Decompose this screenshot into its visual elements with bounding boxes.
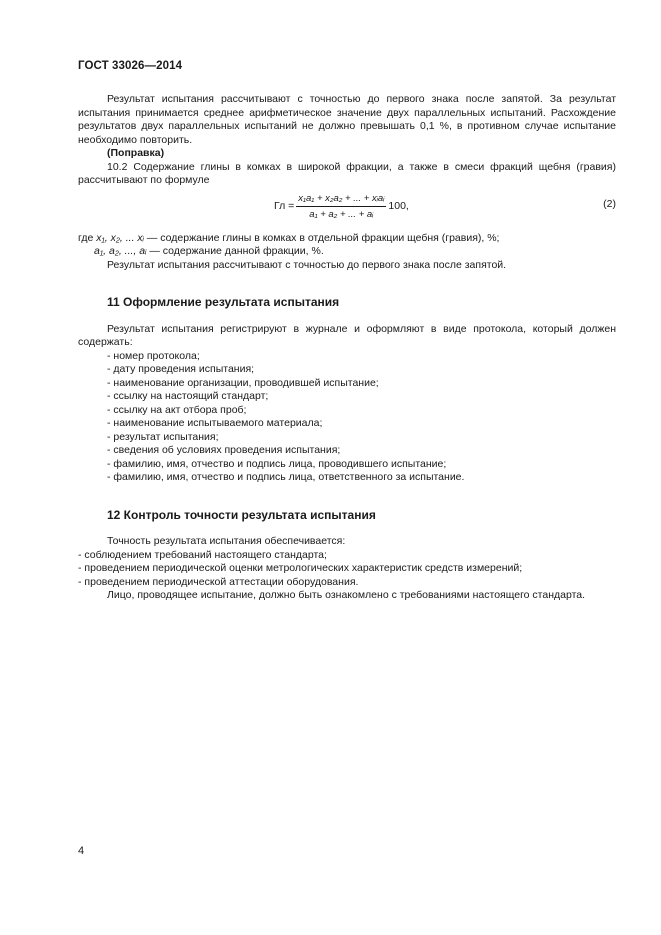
where-label: где bbox=[78, 231, 94, 244]
result-paragraph: Результат испытания рассчитывают с точностью до первого знака после запятой. За результат испытания принимается среднее арифметическое значение двух параллельных испытаний. Расхождение результатов двух параллельных испытаний не должно превышать 0,1 %, в противном случае испытание необходимо повторить. bbox=[78, 93, 616, 146]
section-11-title: 11 Оформление результата испытания bbox=[107, 295, 340, 309]
formula bbox=[274, 192, 409, 222]
formula-multiplier: 100, bbox=[388, 199, 409, 212]
section-12-title: 12 Контроль точности результата испытания bbox=[107, 507, 376, 522]
list-item: - сведения об условиях проведения испытания; bbox=[107, 444, 341, 456]
list-item: - дату проведения испытания; bbox=[107, 363, 255, 375]
list-item: - ссылку на настоящий стандарт; bbox=[107, 390, 269, 402]
where-line-2 bbox=[78, 245, 616, 259]
list-item: - наименование испытываемого материала; bbox=[107, 417, 323, 429]
where-vars-x: x₁, x₂, ... xᵢ bbox=[96, 231, 144, 244]
where-line-1 bbox=[78, 232, 616, 246]
where-desc-x: — содержание глины в комках в отдельной фракции щебня (гравия), %; bbox=[146, 231, 500, 244]
formula-block bbox=[78, 192, 616, 226]
standard-header: ГОСТ 33026—2014 bbox=[78, 60, 183, 72]
section-11-intro: Результат испытания регистрируют в журнале и оформляют в виде протокола, который должен содержать: bbox=[78, 322, 616, 348]
list-item: - фамилию, имя, отчество и подпись лица, проводившего испытание; bbox=[107, 457, 447, 470]
list-item: - фамилию, имя, отчество и подпись лица, ответственного за испытание. bbox=[107, 471, 465, 483]
clause-10-2: 10.2 Содержание глины в комках в широкой фракции, а также в смеси фракций щебня (гравия) рассчитывают по формуле bbox=[78, 160, 616, 186]
list-item: - ссылку на акт отбора проб; bbox=[107, 403, 247, 416]
where-desc-a: — содержание данной фракции, %. bbox=[149, 245, 324, 257]
where-vars-a: a₁, a₂, ..., aᵢ bbox=[94, 245, 147, 257]
list-item: - результат испытания; bbox=[107, 430, 219, 443]
formula-number: (2) bbox=[603, 197, 616, 210]
section-12-closing: Лицо, проводящее испытание, должно быть ознакомлено с требованиями настоящего стандарта. bbox=[107, 589, 586, 601]
formula-numerator: x₁a₁ + x₂a₂ + ... + xᵢaᵢ bbox=[296, 192, 386, 208]
list-item: - номер протокола; bbox=[107, 349, 200, 362]
section-12-intro: Точность результата испытания обеспечивается: bbox=[107, 535, 346, 547]
formula-lhs: Гл = bbox=[274, 199, 295, 212]
correction-note: (Поправка) bbox=[107, 147, 165, 159]
page-body bbox=[78, 93, 616, 603]
list-item: - соблюдением требований настоящего стандарта; bbox=[78, 548, 327, 561]
page-number: 4 bbox=[78, 845, 85, 857]
list-item: - проведением периодической аттестации оборудования. bbox=[78, 575, 359, 588]
formula-fraction bbox=[296, 192, 386, 222]
list-item: - проведением периодической оценки метрологических характеристик средств измерений; bbox=[78, 562, 523, 574]
list-item: - наименование организации, проводившей испытание; bbox=[107, 376, 379, 389]
result-precision-paragraph: Результат испытания рассчитывают с точностью до первого знака после запятой. bbox=[107, 258, 507, 271]
formula-denominator: a₁ + a₂ + ... + aᵢ bbox=[309, 209, 374, 220]
